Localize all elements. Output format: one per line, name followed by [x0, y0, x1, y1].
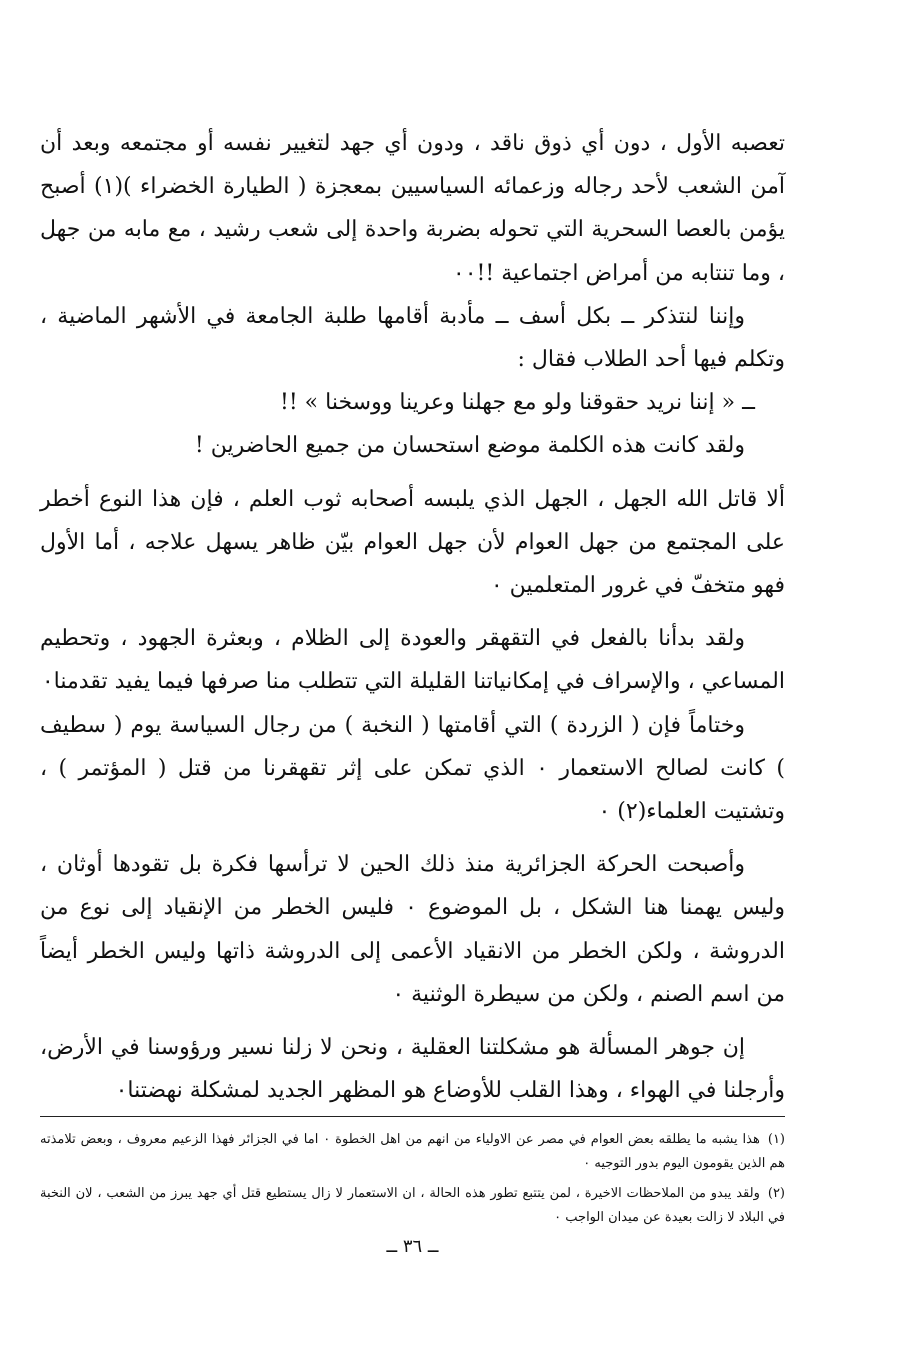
paragraph-8: إن جوهر المسألة هو مشكلتنا العقلية ، ونحن لا زلنا نسير ورؤوسنا في الأرض، وأرجلنا في الهواء ، وهذا القلب للأوضاع هو المظهر الجديد لمشكلة نهضتنا٠: [40, 1035, 785, 1104]
quote-line: ــ « إننا نريد حقوقنا ولو مع جهلنا وعرينا ووسخنا » !!: [279, 390, 755, 416]
footnote-text: هذا يشبه ما يطلقه بعض العوام في مصر عن الاولياء من انهم من اهل الخطوة ٠ اما في الجزائر فهذا الزعيم معروف ، وبعض تلامذته هم الذين يقومون اليوم بدور التوجيه ٠: [40, 1132, 785, 1171]
page-number: ــ ٣٦ ــ: [386, 1236, 439, 1257]
footnote-marker: (٢): [767, 1186, 785, 1201]
paragraph-1: تعصبه الأول ، دون أي ذوق ناقد ، ودون أي جهد لتغيير نفسه أو مجتمعه وبعد أن آمن الشعب لأحد رجاله وزعمائه السياسيين بمعجزة ( الطيارة الخضراء )(١) أصبح يؤمن بالعصا السحرية التي تحوله بضربة واحدة إلى شعب رشيد ، مع مابه من جهل ، وما تنتابه من أمراض اجتماعية !!٠٠: [40, 131, 785, 286]
document-page: [40, 0, 785, 1361]
footnote-divider: [40, 1116, 785, 1117]
body-text: [40, 122, 785, 1112]
paragraph-6: وختاماً فإن ( الزردة ) التي أقامتها ( النخبة ) من رجال السياسة يوم ( سطيف ) كانت لصالح الاستعمار ٠ الذي تمكن على إثر تقهقرنا من قتل ( المؤتمر ) ، وتشتيت العلماء(٢) ٠: [40, 712, 785, 825]
paragraph-4: ألا قاتل الله الجهل ، الجهل الذي يلبسه أصحابه ثوب العلم ، فإن هذا النوع أخطر على المجتمع من جهل العوام لأن جهل العوام بيّن ظاهر يسهل علاجه ، أما الأول فهو متخفّ في غرور المتعلمين ٠: [40, 486, 785, 599]
paragraph-2: وإننا لنتذكر ــ بكل أسف ــ مأدبة أقامها طلبة الجامعة في الأشهر الماضية ، وتكلم فيها أحد الطلاب فقال :: [40, 303, 785, 373]
footnotes: [40, 1128, 785, 1236]
footnote-1: [40, 1128, 785, 1176]
paragraph-5: ولقد بدأنا بالفعل في التقهقر والعودة إلى الظلام ، وبعثرة الجهود ، وتحطيم المساعي ، والإسراف في إمكانياتنا القليلة التي تتطلب منا صرفها فيما يفيد تقدمنا٠: [40, 626, 785, 695]
footnote-2: [40, 1182, 785, 1230]
footnote-marker: (١): [767, 1132, 785, 1147]
paragraph-3: ولقد كانت هذه الكلمة موضع استحسان من جميع الحاضرين !: [194, 433, 745, 459]
paragraph-7: وأصبحت الحركة الجزائرية منذ ذلك الحين لا ترأسها فكرة بل تقودها أوثان ، وليس يهمنا هنا الشكل ، بل الموضوع ٠ فليس الخطر من الإنقياد إلى نوع من الدروشة ، ولكن الخطر من الانقياد الأعمى إلى الدروشة ذاتها وليس الخطر أيضاً من اسم الصنم ، ولكن من سيطرة الوثنية ٠: [40, 852, 785, 1007]
footnote-text: ولقد يبدو من الملاحظات الاخيرة ، لمن يتتبع تطور هذه الحالة ، ان الاستعمار لا زال يستطيع قتل أي جهد يبرز من الشعب ، لان النخبة في البلاد لا زالت بعيدة عن ميدان الواجب ٠: [40, 1186, 785, 1225]
